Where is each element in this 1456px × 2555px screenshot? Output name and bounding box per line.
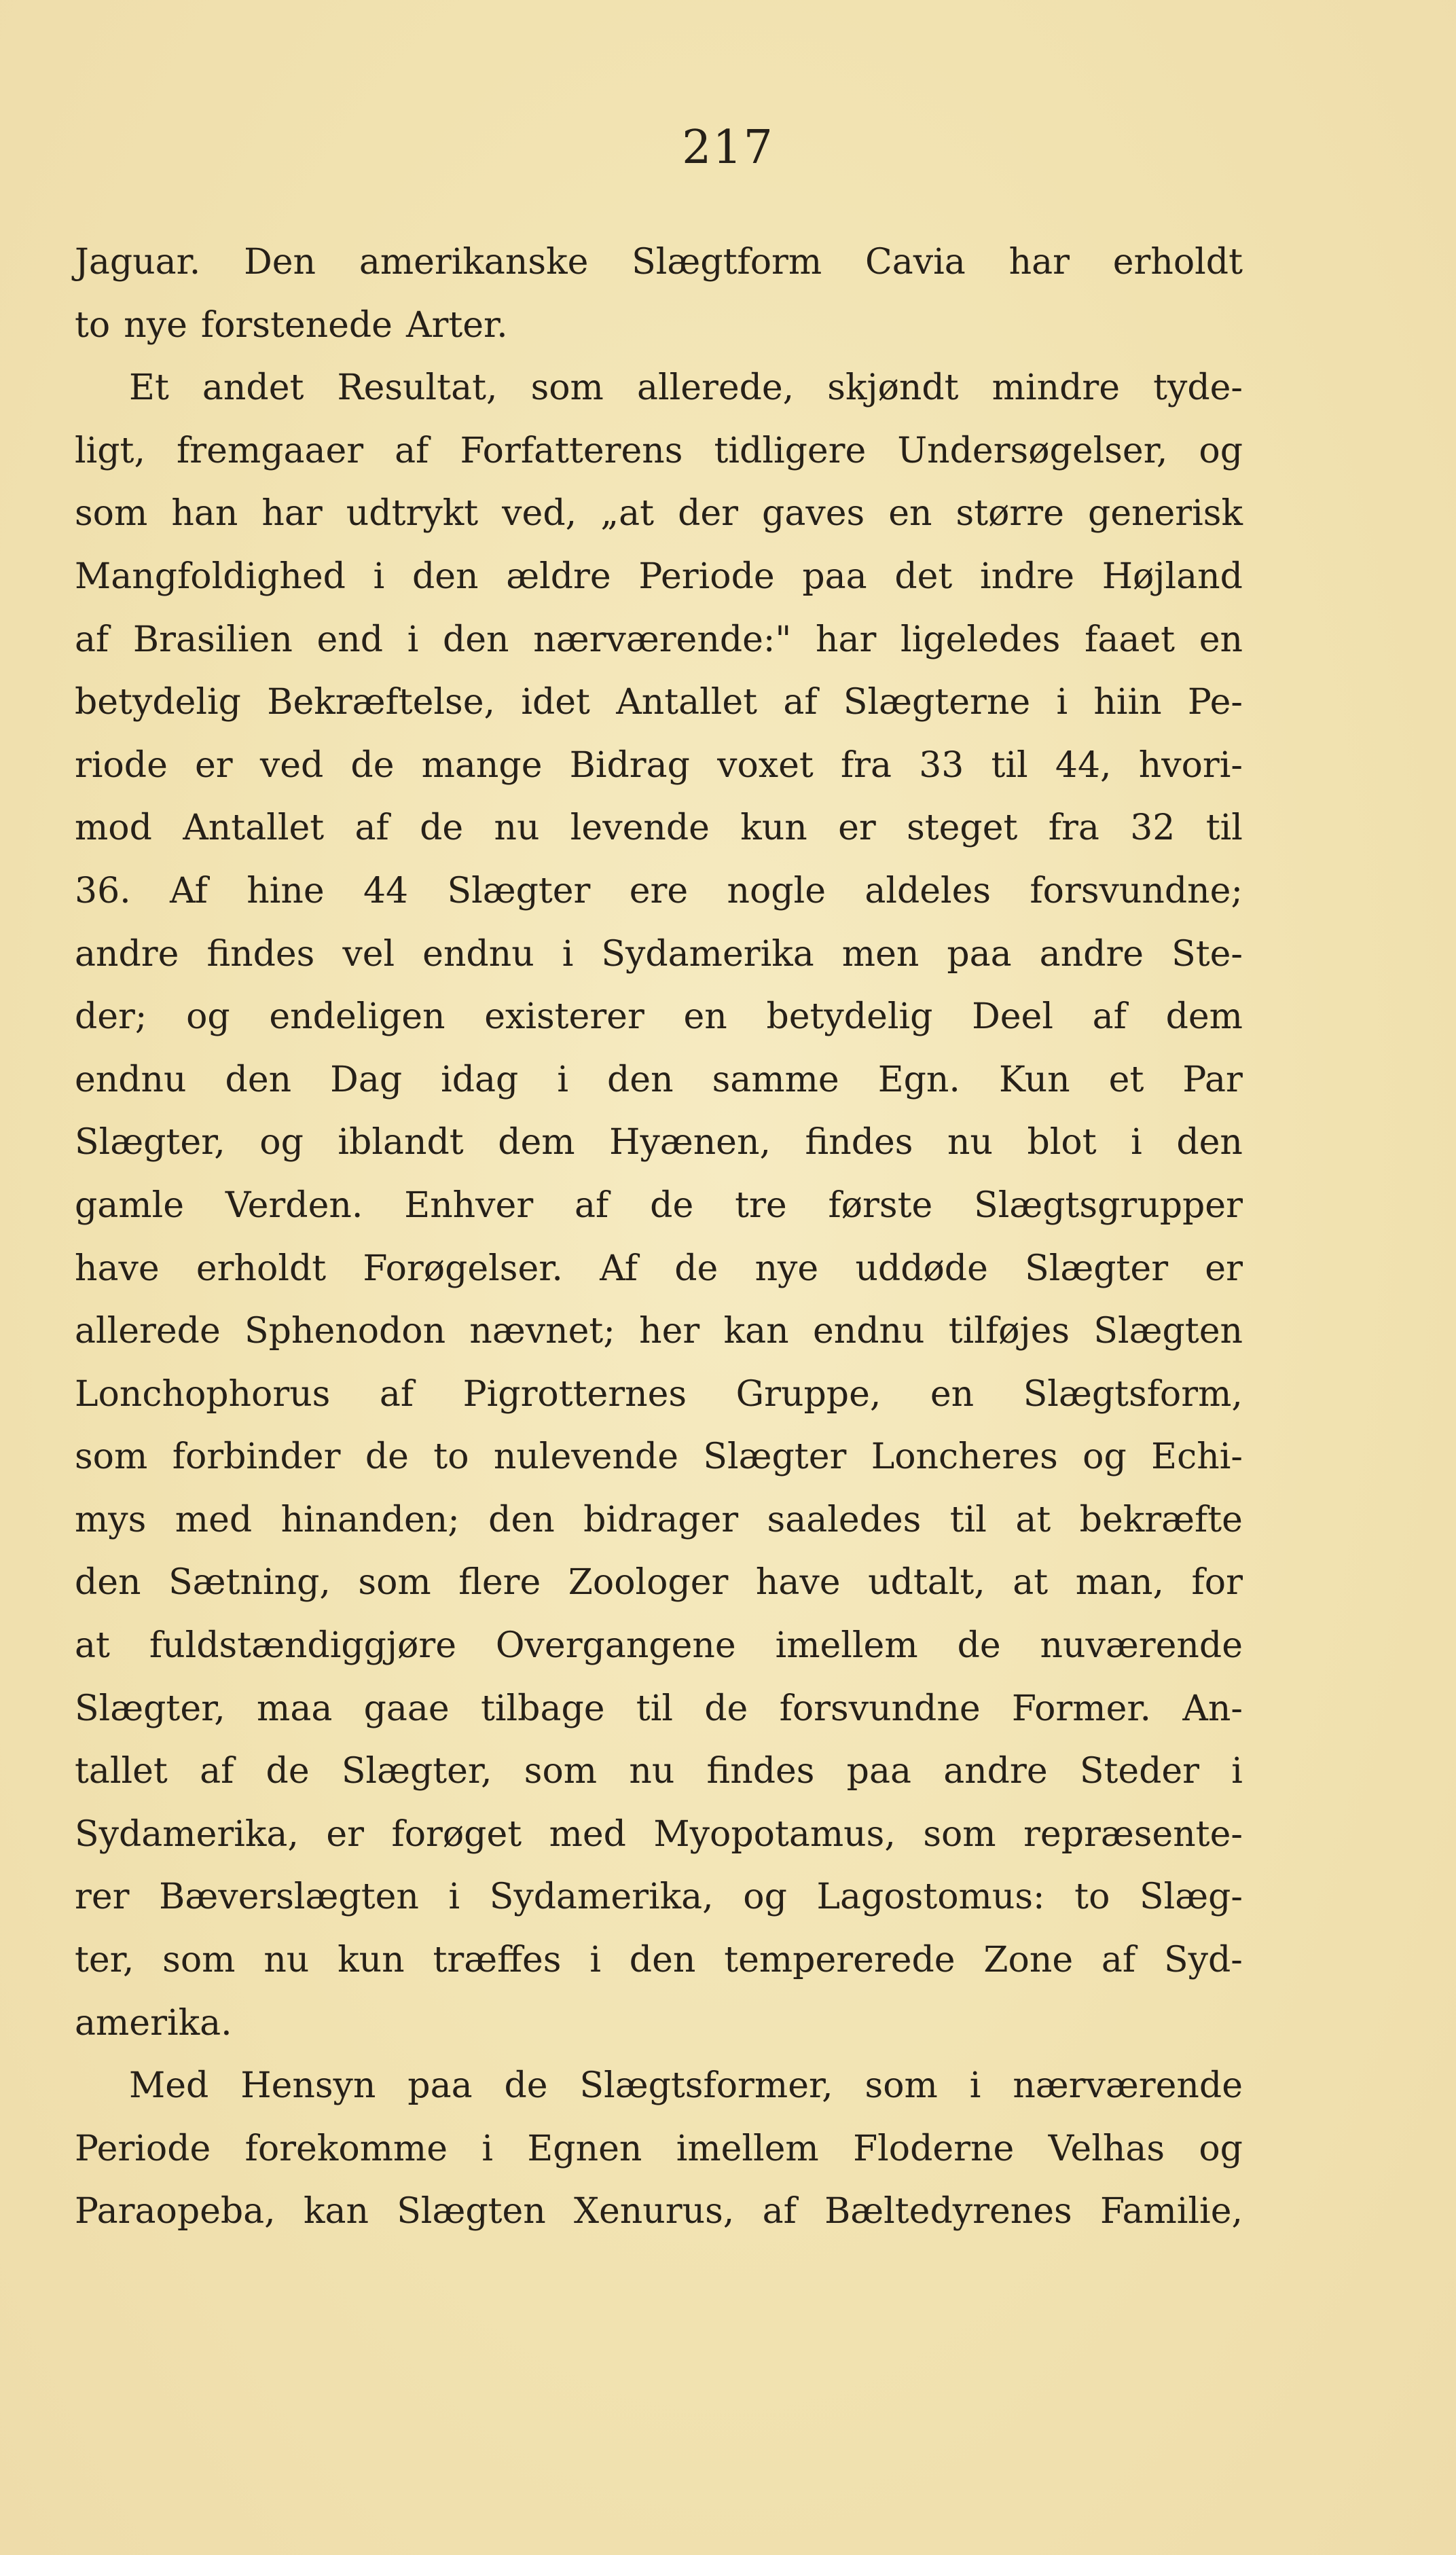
- text-line: andre findes vel endnu i Sydamerika men paa andre Ste-: [75, 933, 1243, 975]
- text-line: riode er ved de mange Bidrag voxet fra 33 til 44, hvori-: [75, 744, 1243, 786]
- text-line: at fuldstændiggjøre Overgangene imellem de nuværende: [75, 1625, 1243, 1667]
- text-line: Jaguar. Den amerikanske Slægtform Cavia har erholdt: [75, 242, 1243, 283]
- text-line: amerika.: [75, 2002, 232, 2044]
- text-line: to nye forstenede Arter.: [75, 304, 508, 346]
- text-line: ter, som nu kun træffes i den tempererede Zone af Syd-: [75, 1940, 1243, 1981]
- text-line: Med Hensyn paa de Slægtsformer, som i nærværende: [129, 2065, 1243, 2107]
- body-text: [75, 231, 1243, 2243]
- text-line: af Brasilien end i den nærværende:" har ligeledes faaet en: [75, 619, 1243, 660]
- text-line: rer Bæverslægten i Sydamerika, og Lagostomus: to Slæg-: [75, 1877, 1243, 1918]
- text-line: gamle Verden. Enhver af de tre første Slægtsgrupper: [75, 1184, 1243, 1226]
- text-line: 36. Af hine 44 Slægter ere nogle aldeles forsvundne;: [75, 870, 1243, 911]
- text-line: Sydamerika, er forøget med Myopotamus, som repræsente-: [75, 1813, 1243, 1855]
- text-line: betydelig Bekræftelse, idet Antallet af Slægterne i hiin Pe-: [75, 682, 1243, 723]
- text-line: mod Antallet af de nu levende kun er steget fra 32 til: [75, 808, 1243, 849]
- text-line: Slægter, maa gaae tilbage til de forsvundne Former. An-: [75, 1688, 1243, 1729]
- text-line: ligt, fremgaaer af Forfatterens tidligere Undersøgelser, og: [75, 430, 1243, 471]
- text-line: som han har udtrykt ved, „at der gaves en større generisk: [75, 493, 1243, 534]
- text-line: have erholdt Forøgelser. Af de nye uddøde Slægter er: [75, 1248, 1243, 1289]
- text-line: Mangfoldighed i den ældre Periode paa det indre Højland: [75, 556, 1243, 597]
- text-line: endnu den Dag idag i den samme Egn. Kun et Par: [75, 1059, 1243, 1100]
- text-line: Periode forekomme i Egnen imellem Floderne Velhas og: [75, 2128, 1243, 2169]
- text-line: Et andet Resultat, som allerede, skjøndt mindre tyde-: [129, 367, 1243, 409]
- text-line: Paraopeba, kan Slægten Xenurus, af Bæltedyrenes Familie,: [75, 2191, 1243, 2232]
- text-line: der; og endeligen existerer en betydelig Deel af dem: [75, 996, 1243, 1038]
- text-line: allerede Sphenodon nævnet; her kan endnu tilføjes Slægten: [75, 1311, 1243, 1352]
- text-line: Slægter, og iblandt dem Hyænen, findes nu blot i den: [75, 1122, 1243, 1163]
- text-line: den Sætning, som flere Zoologer have udtalt, at man, for: [75, 1562, 1243, 1603]
- text-line: mys med hinanden; den bidrager saaledes til at bekræfte: [75, 1499, 1243, 1540]
- page-number: 217: [682, 121, 774, 175]
- text-line: Lonchophorus af Pigrotternes Gruppe, en Slægtsform,: [75, 1373, 1243, 1415]
- text-line: tallet af de Slægter, som nu findes paa andre Steder i: [75, 1751, 1243, 1792]
- text-line: som forbinder de to nulevende Slægter Loncheres og Echi-: [75, 1436, 1243, 1478]
